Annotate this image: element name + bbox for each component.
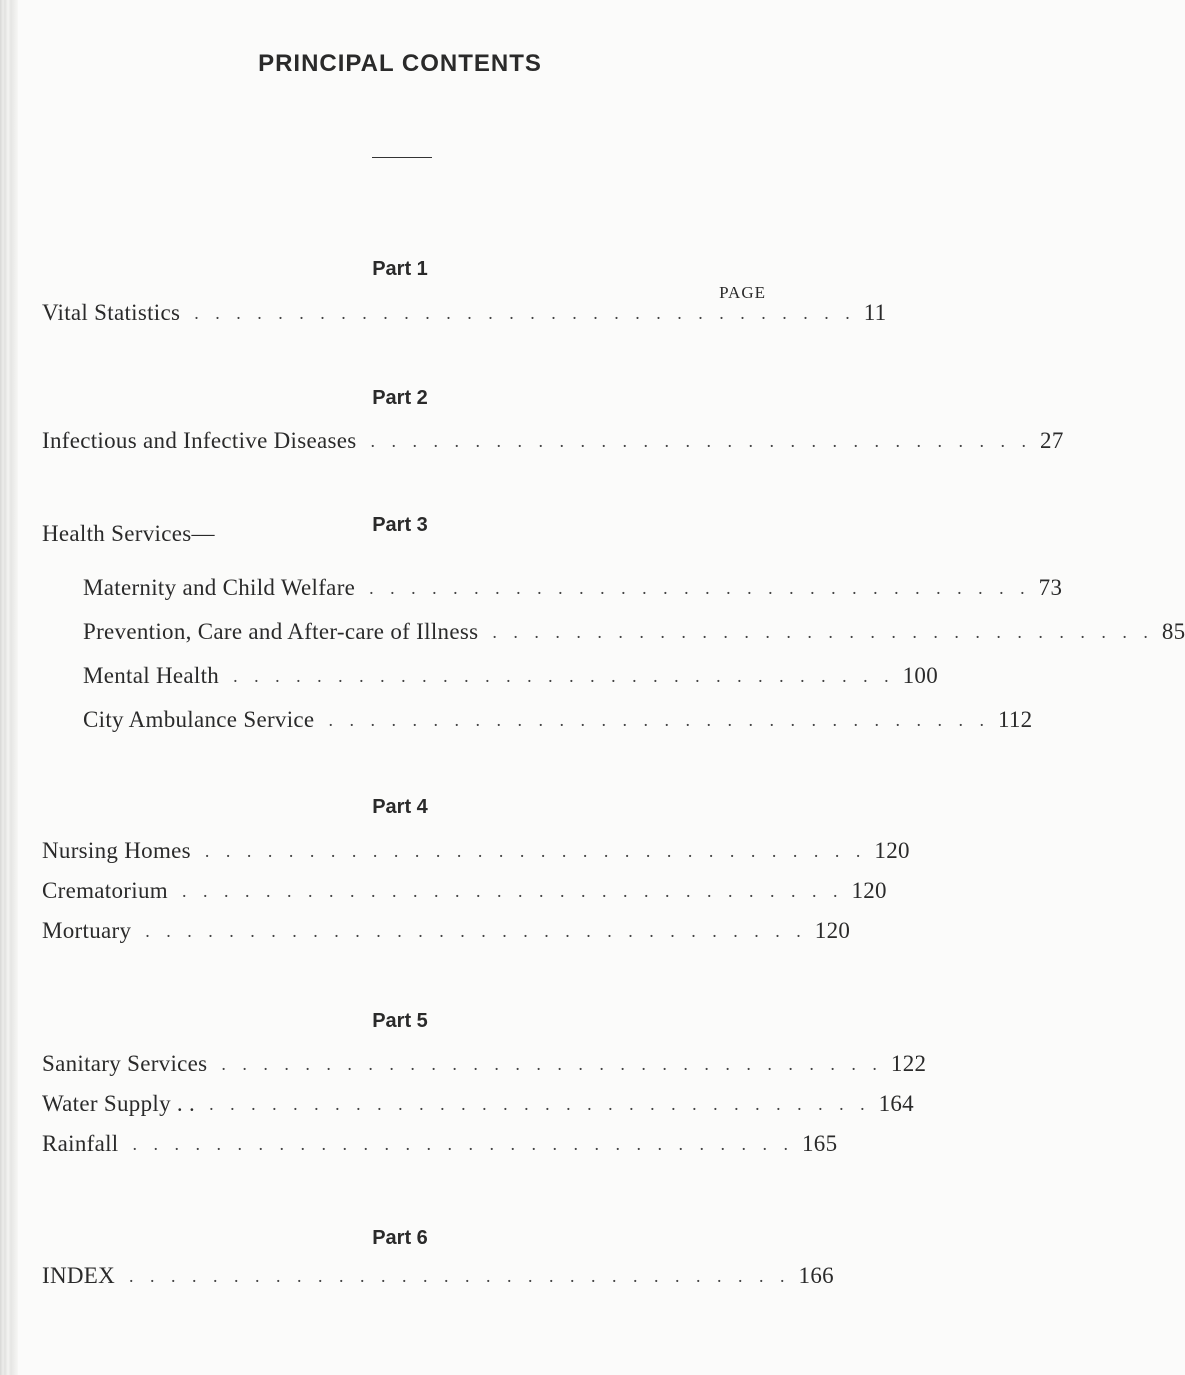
- toc-entry-label: City Ambulance Service: [83, 707, 315, 732]
- section-label-health-services: Health Services—: [42, 521, 215, 546]
- page-binding-edge: [0, 0, 18, 1375]
- toc-entry-prevention-care[interactable]: [83, 617, 1185, 647]
- toc-entry-sanitary-services[interactable]: [42, 1049, 927, 1079]
- toc-entry-label: Rainfall: [42, 1131, 119, 1156]
- dot-leader: . . . . . . . . . . . . . . . . . . . . . . . . . . . . . . . .: [194, 303, 856, 323]
- dot-leader: . . . . . . . . . . . . . . . . . . . . . . . . . . . . . . . .: [221, 1054, 883, 1074]
- dot-leader: . . . . . . . . . . . . . . . . . . . . . . . . . . . . . . . .: [181, 881, 844, 901]
- toc-entry-label: Water Supply . .: [42, 1091, 196, 1116]
- toc-entry-rainfall[interactable]: [42, 1129, 838, 1159]
- part-4-heading: Part 4: [372, 796, 428, 818]
- toc-entry-label: Prevention, Care and After-care of Illness: [83, 619, 479, 644]
- toc-entry-page: 166: [798, 1263, 834, 1288]
- dot-leader: . . . . . . . . . . . . . . . . . . . . . . . . . . . . . . . .: [492, 622, 1154, 642]
- part-1-heading: Part 1: [372, 258, 428, 280]
- toc-entry-infectious-diseases[interactable]: [42, 426, 1064, 456]
- toc-entry-page: 112: [997, 707, 1033, 732]
- toc-entry-mental-health[interactable]: [83, 661, 939, 691]
- toc-entry-page: 120: [814, 918, 851, 943]
- dot-leader: . . . . . . . . . . . . . . . . . . . . . . . . . . . . . . . .: [145, 921, 807, 941]
- dot-leader: . . . . . . . . . . . . . . . . . . . . . . . . . . . . . . . .: [369, 578, 1031, 598]
- toc-entry-vital-statistics[interactable]: [42, 298, 887, 328]
- toc-entry-page: 73: [1038, 575, 1063, 600]
- part-2-heading: Part 2: [372, 387, 428, 409]
- toc-entry-label: Mortuary: [42, 918, 132, 943]
- toc-entry-label: Vital Statistics: [42, 300, 181, 325]
- toc-entry-water-supply[interactable]: [42, 1089, 914, 1119]
- dot-leader: . . . . . . . . . . . . . . . . . . . . . . . . . . . . . . . .: [129, 1266, 791, 1286]
- toc-entry-label: Nursing Homes: [42, 838, 191, 863]
- toc-entry-crematorium[interactable]: [42, 876, 887, 906]
- toc-entry-label: Mental Health: [83, 663, 220, 688]
- part-5-heading: Part 5: [372, 1010, 428, 1032]
- part-6-heading: Part 6: [372, 1227, 428, 1249]
- page-column-header: PAGE: [719, 283, 766, 302]
- toc-entry-label: Infectious and Infective Diseases: [42, 428, 357, 453]
- toc-entry-index[interactable]: [42, 1261, 834, 1291]
- toc-entry-page: 120: [874, 838, 910, 863]
- toc-entry-page: 100: [902, 663, 939, 688]
- dot-leader: . . . . . . . . . . . . . . . . . . . . . . . . . . . . . . . .: [132, 1134, 794, 1154]
- toc-entry-city-ambulance[interactable]: [83, 705, 1033, 735]
- toc-entry-page: 120: [851, 878, 887, 903]
- dot-leader: . . . . . . . . . . . . . . . . . . . . . . . . . . . . . . . .: [328, 710, 990, 730]
- toc-entry-label: Crematorium: [42, 878, 168, 903]
- dot-leader: . . . . . . . . . . . . . . . . . . . . . . . . . . . . . . . .: [209, 1094, 871, 1114]
- title-divider: [372, 157, 432, 158]
- dot-leader: . . . . . . . . . . . . . . . . . . . . . . . . . . . . . . . .: [370, 431, 1033, 451]
- toc-entry-label: INDEX: [42, 1263, 116, 1288]
- toc-entry-label: Maternity and Child Welfare: [83, 575, 356, 600]
- toc-entry-nursing-homes[interactable]: [42, 836, 910, 866]
- toc-entry-maternity[interactable]: [83, 573, 1063, 603]
- toc-entry-page: 11: [863, 300, 887, 325]
- toc-entry-page: 164: [878, 1091, 914, 1116]
- toc-entry-page: 27: [1040, 428, 1064, 453]
- dot-leader: . . . . . . . . . . . . . . . . . . . . . . . . . . . . . . . .: [204, 841, 867, 861]
- toc-entry-page: 85: [1161, 619, 1185, 644]
- toc-entry-mortuary[interactable]: [42, 916, 851, 946]
- dot-leader: . . . . . . . . . . . . . . . . . . . . . . . . . . . . . . . .: [233, 666, 895, 686]
- toc-entry-label: Sanitary Services: [42, 1051, 208, 1076]
- part-3-heading: Part 3: [372, 514, 428, 536]
- toc-entry-page: 165: [802, 1131, 838, 1156]
- toc-entry-page: 122: [890, 1051, 927, 1076]
- page-title: PRINCIPAL CONTENTS: [258, 50, 542, 77]
